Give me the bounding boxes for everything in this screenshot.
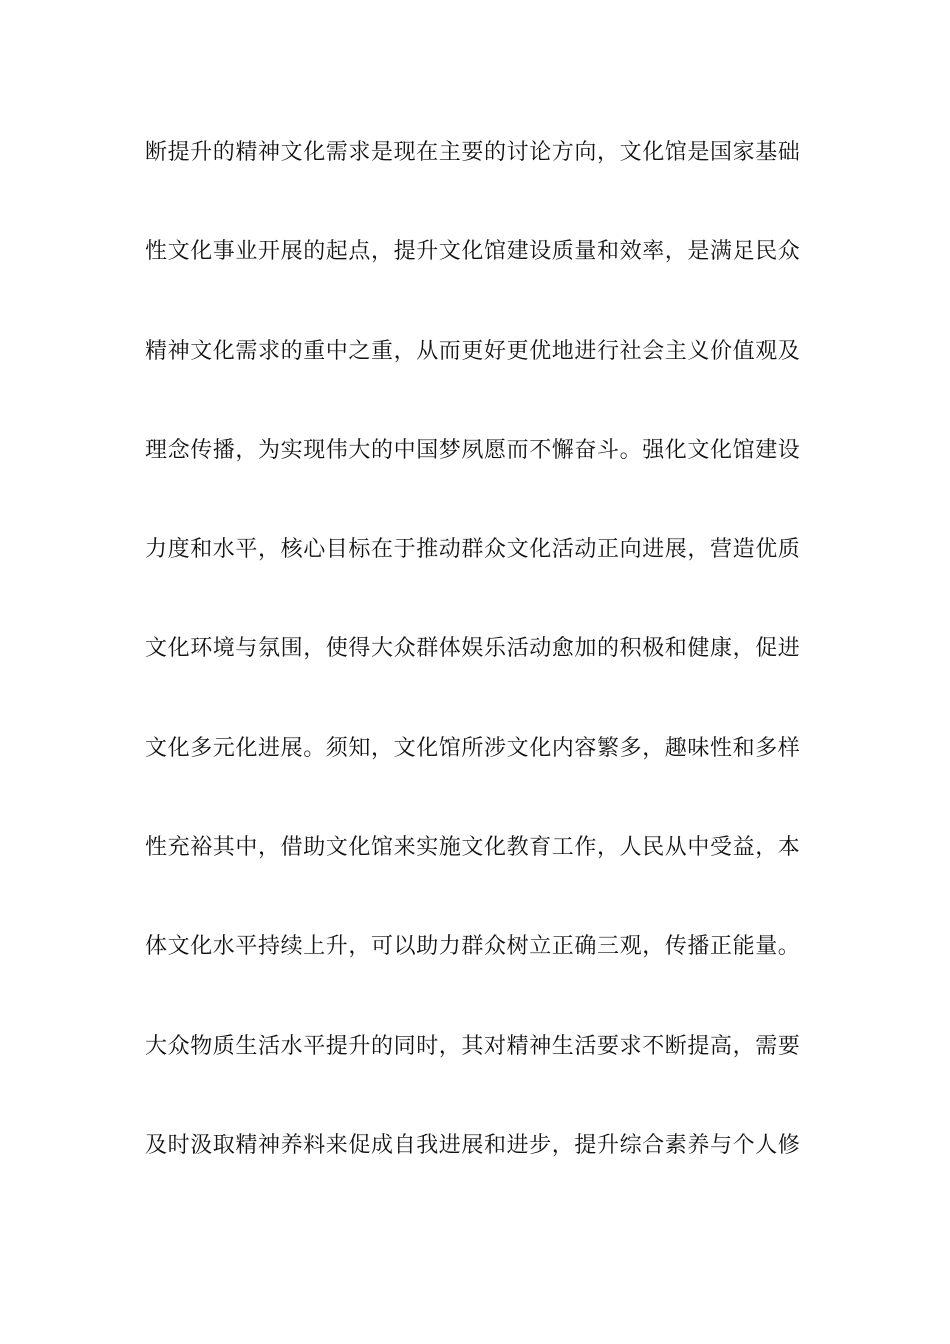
text-line: 性文化事业开展的起点，提升文化馆建设质量和效率，是满足民众 bbox=[145, 239, 801, 264]
text-line: 体文化水平持续上升，可以助力群众树立正确三观，传播正能量。 bbox=[145, 934, 801, 959]
text-line: 及时汲取精神养料来促成自我进展和进步，提升综合素养与个人修 bbox=[145, 1133, 801, 1158]
text-line: 理念传播，为实现伟大的中国梦夙愿而不懈奋斗。强化文化馆建设 bbox=[145, 438, 801, 463]
text-line: 文化环境与氛围，使得大众群体娱乐活动愈加的积极和健康，促进 bbox=[145, 636, 801, 661]
text-line: 力度和水平，核心目标在于推动群众文化活动正向进展，营造优质 bbox=[145, 537, 801, 562]
text-line: 精神文化需求的重中之重，从而更好更优地进行社会主义价值观及 bbox=[145, 339, 801, 364]
text-line: 文化多元化进展。须知，文化馆所涉文化内容繁多，趣味性和多样 bbox=[145, 736, 801, 761]
text-line: 大众物质生活水平提升的同时，其对精神生活要求不断提高，需要 bbox=[145, 1034, 801, 1059]
text-line: 性充裕其中，借助文化馆来实施文化教育工作，人民从中受益，本 bbox=[145, 835, 801, 860]
text-line: 断提升的精神文化需求是现在主要的讨论方向，文化馆是国家基础 bbox=[145, 140, 801, 165]
